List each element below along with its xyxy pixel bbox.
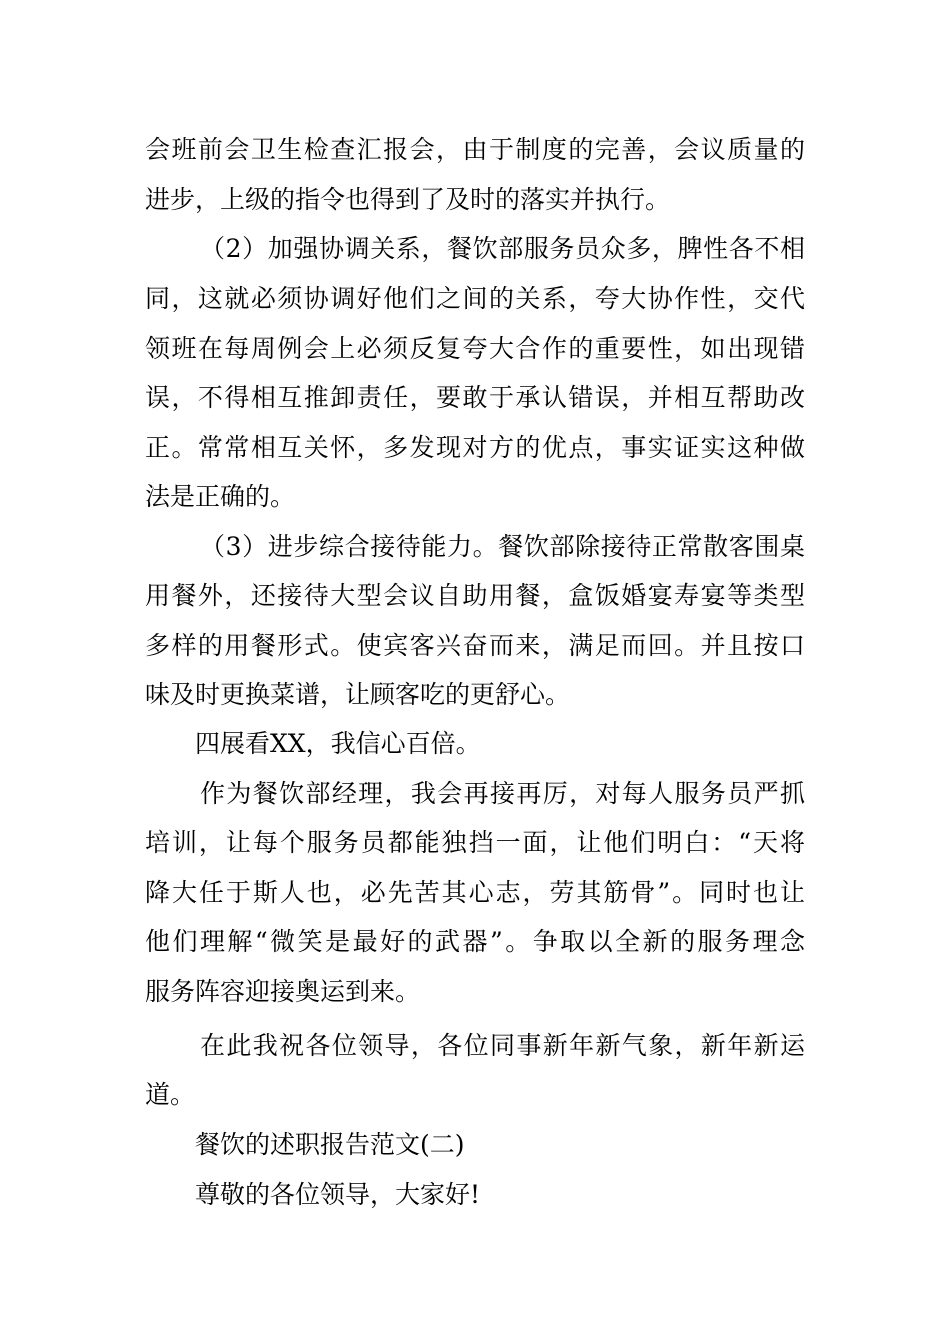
text-line: 道。 — [145, 1080, 196, 1109]
text-line: 误，不得相互推卸责任，要敢于承认错误，并相互帮助改 — [145, 383, 805, 412]
text-line: 在此我祝各位领导，各位同事新年新气象，新年新运 — [200, 1031, 805, 1060]
text-line: 他们理解“微笑是最好的武器”。争取以全新的服务理念 — [145, 927, 805, 956]
text-line: 进步，上级的指令也得到了及时的落实并执行。 — [145, 185, 671, 214]
text-line: （3）进步综合接待能力。餐饮部除接待正常散客围桌 — [200, 532, 805, 561]
text-line: 味及时更换菜谱，让顾客吃的更舒心。 — [145, 680, 571, 709]
text-line: 降大任于斯人也，必先苦其心志，劳其筋骨”。同时也让 — [145, 878, 805, 907]
text-line: 作为餐饮部经理，我会再接再厉，对每人服务员严抓 — [200, 779, 805, 808]
text-line: 多样的用餐形式。使宾客兴奋而来，满足而回。并且按口 — [145, 631, 805, 660]
text-line: 用餐外，还接待大型会议自助用餐，盒饭婚宴寿宴等类型 — [145, 581, 805, 610]
text-line: （2）加强协调关系，餐饮部服务员众多，脾性各不相 — [200, 234, 805, 263]
text-line: 法是正确的。 — [145, 482, 296, 511]
text-line: 正。常常相互关怀，多发现对方的优点，事实证实这种做 — [145, 433, 805, 462]
text-line: 服务阵容迎接奥运到来。 — [145, 977, 421, 1006]
text-line: 同，这就必须协调好他们之间的关系，夸大协作性，交代 — [145, 284, 805, 313]
text-line: 领班在每周例会上必须反复夸大合作的重要性，如出现错 — [145, 334, 805, 363]
section-heading: 四展看XX，我信心百倍。 — [195, 729, 481, 758]
text-line: 培训，让每个服务员都能独挡一面，让他们明白：“天将 — [145, 828, 805, 857]
salutation: 尊敬的各位领导，大家好! — [195, 1180, 481, 1209]
document-subtitle: 餐饮的述职报告范文(二) — [195, 1130, 465, 1159]
text-line: 会班前会卫生检查汇报会，由于制度的完善，会议质量的 — [145, 135, 805, 164]
